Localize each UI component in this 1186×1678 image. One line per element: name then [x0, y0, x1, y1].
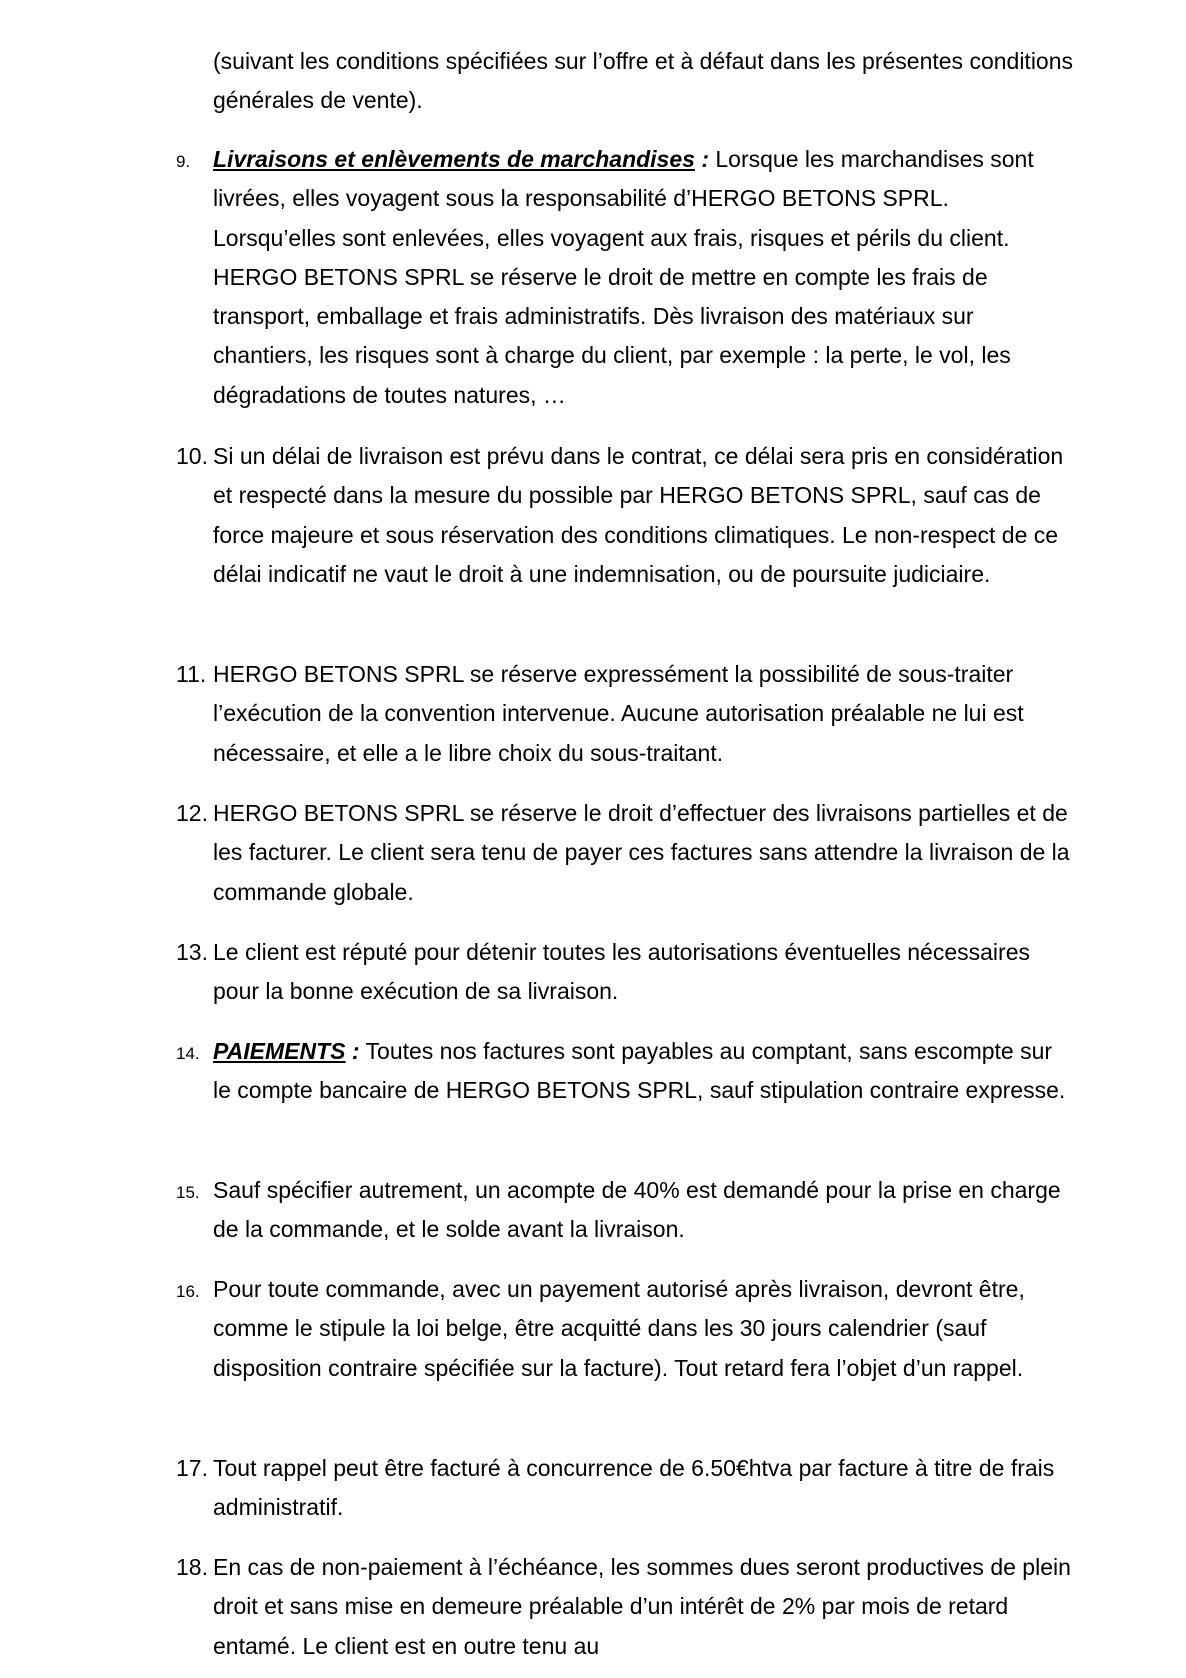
clause-text: HERGO BETONS SPRL se réserve le droit d’effectuer des livraisons partielles et de les facturer. Le client sera tenu de payer ces factures sans attendre la livraison de la commande globale.: [213, 800, 1070, 905]
clause-text: Lorsque les marchandises sont livrées, elles voyagent sous la responsabilité d’HERGO BETONS SPRL. Lorsqu’elles sont enlevées, elles voyagent aux frais, risques et périls du client. HERGO BETONS SPRL se réserve le droit de mettre en compte les frais de transport, emballage et frais administratifs. Dès livraison des matériaux sur chantiers, les risques sont à charge du client, par exemple : la perte, le vol, les dégradations de toutes natures, …: [213, 146, 1034, 408]
clause-body: [213, 140, 1076, 415]
clause-12: [176, 794, 1076, 912]
clause-10: [176, 437, 1076, 594]
clause-text: Le client est réputé pour détenir toutes les autorisations éventuelles nécessaires pour la bonne exécution de sa livraison.: [213, 939, 1030, 1005]
clause-number: 18.: [176, 1554, 208, 1580]
clause-16: [176, 1270, 1076, 1388]
clause-text: Tout rappel peut être facturé à concurrence de 6.50€htva par facture à titre de frais administratif.: [213, 1455, 1055, 1521]
clause-heading-colon: :: [345, 1038, 360, 1064]
clause-heading: Livraisons et enlèvements de marchandises: [213, 146, 695, 172]
clause-number: 17.: [176, 1455, 208, 1481]
clause-15: [176, 1171, 1076, 1250]
clause-14: [176, 1032, 1076, 1111]
clause-text: Pour toute commande, avec un payement autorisé après livraison, devront être, comme le stipule la loi belge, être acquitté dans les 30 jours calendrier (sauf disposition contraire spécifiée sur la facture). Tout retard fera l’objet d’un rappel.: [213, 1276, 1025, 1381]
clause-number: 10.: [176, 443, 208, 469]
clause-18: [176, 1548, 1076, 1666]
clause-number: 16.: [176, 1282, 200, 1301]
clause-text: En cas de non-paiement à l’échéance, les sommes dues seront productives de plein droit et sans mise en demeure préalable d’un intérêt de 2% par mois de retard entamé. Le client est en outre tenu au: [213, 1554, 1071, 1659]
clause-text: Sauf spécifier autrement, un acompte de 40% est demandé pour la prise en charge de la commande, et le solde avant la livraison.: [213, 1177, 1061, 1243]
clause-11: [176, 655, 1076, 773]
clause-number: 12.: [176, 800, 208, 826]
clause-number: 9.: [176, 152, 191, 171]
clause-text: Toutes nos factures sont payables au comptant, sans escompte sur le compte bancaire de HERGO BETONS SPRL, sauf stipulation contraire expresse.: [213, 1038, 1066, 1104]
clause-number: 11.: [176, 661, 207, 687]
clause-heading: PAIEMENTS: [213, 1038, 346, 1064]
clause-number: 14.: [176, 1044, 200, 1063]
clause-heading-colon: :: [694, 146, 709, 172]
continued-paragraph: (suivant les conditions spécifiées sur l’offre et à défaut dans les présentes conditions générales de vente).: [213, 48, 1074, 114]
clause-9: [176, 140, 1076, 415]
clause-text: HERGO BETONS SPRL se réserve expressément la possibilité de sous-traiter l’exécution de la convention intervenue. Aucune autorisation préalable ne lui est nécessaire, et elle a le libre choix du sous-traitant.: [213, 661, 1024, 766]
clause-number: 13.: [176, 939, 208, 965]
clause-body: [213, 1032, 1076, 1111]
clause-number: 15.: [176, 1183, 200, 1202]
clause-13: [176, 933, 1076, 1012]
clause-text: Si un délai de livraison est prévu dans le contrat, ce délai sera pris en considération et respecté dans la mesure du possible par HERGO BETONS SPRL, sauf cas de force majeure et sous réservation des conditions climatiques. Le non-respect de ce délai indicatif ne vaut le droit à une indemnisation, ou de poursuite judiciaire.: [213, 443, 1064, 587]
clause-17: [176, 1449, 1076, 1528]
